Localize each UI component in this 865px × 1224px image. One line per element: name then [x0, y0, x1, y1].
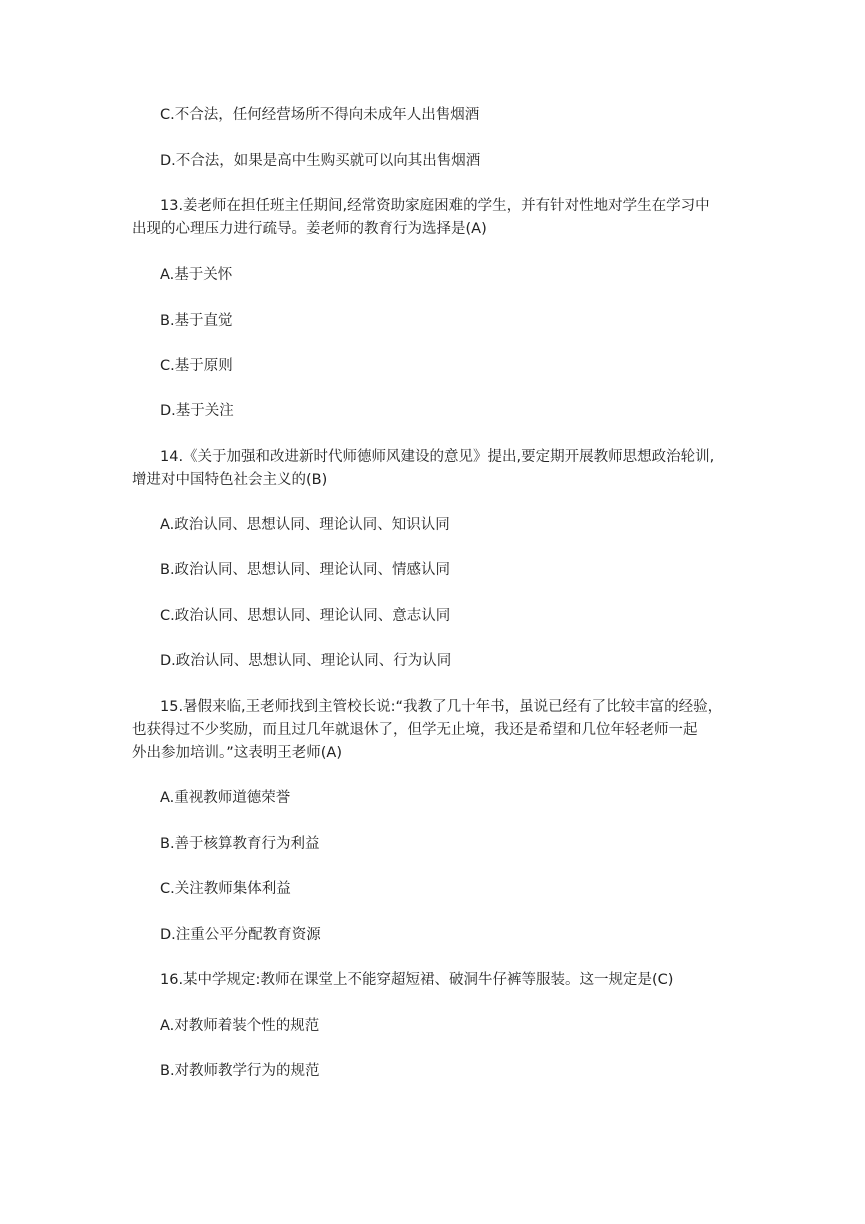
q13-stem-line-1: 13.姜老师在担任班主任期间,经常资助家庭困难的学生，并有针对性地对学生在学习中	[160, 198, 710, 214]
q16-option-b: B.对教师教学行为的规范	[160, 1063, 320, 1079]
q16-option-a: A.对教师着装个性的规范	[160, 1018, 320, 1034]
q12-option-d: D.不合法，如果是高中生购买就可以向其出售烟酒	[160, 153, 481, 169]
q14-option-c: C.政治认同、思想认同、理论认同、意志认同	[160, 608, 451, 624]
q14-option-a: A.政治认同、思想认同、理论认同、知识认同	[160, 517, 450, 533]
q15-stem-line-1: 15.暑假来临,王老师找到主管校长说:“我教了几十年书，虽说已经有了比较丰富的经验，	[160, 699, 723, 715]
q15-option-c: C.关注教师集体利益	[160, 881, 291, 897]
q14-stem-line-1: 14.《关于加强和改进新时代师德师风建设的意见》提出,要定期开展教师思想政治轮训,	[160, 449, 715, 465]
q12-option-c: C.不合法，任何经营场所不得向未成年人出售烟酒	[160, 107, 480, 123]
q13-option-d: D.基于关注	[160, 403, 234, 419]
q15-stem-line-3: 外出参加培训。”这表明王老师(A)	[132, 745, 342, 761]
q15-stem-line-2: 也获得过不少奖励，而且过几年就退休了，但学无止境，我还是希望和几位年轻老师一起	[132, 722, 698, 738]
q14-option-d: D.政治认同、思想认同、理论认同、行为认同	[160, 653, 452, 669]
q14-option-b: B.政治认同、思想认同、理论认同、情感认同	[160, 562, 451, 578]
q13-stem-line-2: 出现的心理压力进行疏导。姜老师的教育行为选择是(A)	[132, 221, 487, 237]
q15-option-b: B.善于核算教育行为利益	[160, 836, 320, 852]
q14-stem-line-2: 增进对中国特色社会主义的(B)	[132, 472, 328, 488]
q16-stem-line-1: 16.某中学规定:教师在课堂上不能穿超短裙、破洞牛仔裤等服装。这一规定是(C)	[160, 972, 674, 988]
q13-option-a: A.基于关怀	[160, 267, 233, 283]
q15-option-d: D.注重公平分配教育资源	[160, 927, 321, 943]
q15-option-a: A.重视教师道德荣誉	[160, 790, 291, 806]
q13-option-b: B.基于直觉	[160, 313, 233, 329]
q13-option-c: C.基于原则	[160, 358, 233, 374]
